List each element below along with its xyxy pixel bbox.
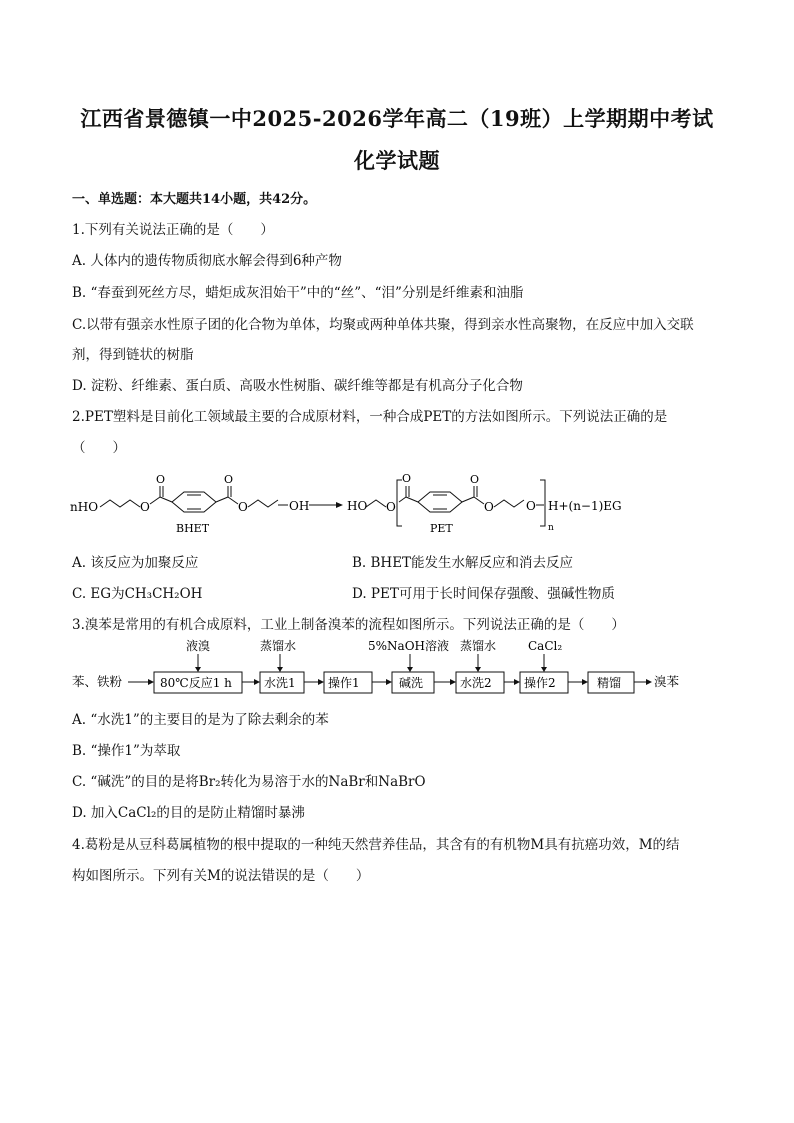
arrow-head — [541, 667, 547, 672]
q2-option-b: B. BHET能发生水解反应和消去反应 — [352, 555, 574, 571]
flow-start: 苯、铁粉 — [72, 674, 123, 689]
arrow-head — [318, 679, 324, 685]
bromobenzene-flow-diagram — [68, 636, 708, 698]
q1-option-d: D. 淀粉、纤维素、蛋白质、高吸水性树脂、碳纤维等都是有机高分子化合物 — [72, 378, 523, 394]
section-heading: 一、单选题：本大题共14小题，共42分。 — [72, 192, 317, 207]
flow-box-operation1-label: 操作1 — [328, 676, 360, 690]
q3-stem: 3.溴苯是常用的有机合成原料，工业上制备溴苯的流程如图所示。下列说法正确的是（ ） — [72, 617, 625, 633]
bond — [216, 497, 228, 502]
exam-title: 江西省景德镇一中2025-2026学年高二（19班）上学期期中考试 — [80, 106, 714, 131]
ester-o-label: O — [238, 500, 248, 514]
arrow-head — [450, 679, 456, 685]
bond — [150, 497, 160, 504]
arrow-head — [514, 679, 520, 685]
pet-label: PET — [430, 522, 453, 535]
q2-option-c: C. EG为CH₃CH₂OH — [72, 586, 203, 602]
arrow-head — [254, 679, 260, 685]
flow-box-alkali-wash-label: 碱洗 — [399, 676, 424, 690]
bond-chain — [366, 500, 386, 507]
arrow-head — [277, 667, 283, 672]
q3-option-c: C. “碱洗”的目的是将Br₂转化为易溶于水的NaBr和NaBrO — [72, 774, 426, 790]
arrow-head — [195, 667, 201, 672]
arrow-head — [407, 667, 413, 672]
byproduct-label: H+(n−1)EG — [548, 499, 622, 513]
bond — [406, 497, 418, 502]
q2-stem-line1: 2.PET塑料是目前化工领域最主要的合成原材料，一种合成PET的方法如图所示。下列说法正确的是 — [72, 409, 668, 425]
ester-o-label: O — [526, 499, 536, 513]
q3-option-d: D. 加入CaCl₂的目的是防止精馏时暴沸 — [72, 805, 305, 821]
q1-option-a: A. 人体内的遗传物质彻底水解会得到6种产物 — [72, 253, 342, 269]
reagent-liquid-bromine: 液溴 — [186, 639, 211, 653]
reagent-distilled-water-2: 蒸馏水 — [460, 639, 497, 653]
flow-box-wash1-label: 水洗1 — [264, 676, 296, 690]
bond — [462, 497, 474, 502]
q3-option-b: B. “操作1”为萃取 — [72, 743, 181, 759]
q2-option-d: D. PET可用于长时间保存强酸、强碱性物质 — [352, 586, 615, 602]
bond-chain — [248, 500, 278, 507]
carbonyl-o-label: O — [470, 473, 480, 486]
pet-synthesis-scheme — [66, 464, 666, 544]
ester-o-label: O — [484, 500, 494, 514]
flow-box-operation2-label: 操作2 — [524, 676, 556, 690]
oh-label: OH — [289, 499, 310, 513]
q1-option-c-line1: C.以带有强亲水性原子团的化合物为单体，均聚或两种单体共聚，得到亲水性高聚物，在反应中加入交联 — [72, 317, 694, 333]
arrow-head — [582, 679, 588, 685]
carbonyl-o-label: O — [402, 472, 412, 485]
flow-end: 溴苯 — [654, 674, 680, 689]
q1-option-c-line2: 剂，得到链状的树脂 — [72, 347, 194, 363]
arrow-head — [475, 667, 481, 672]
q4-stem-line1: 4.葛粉是从豆科葛属植物的根中提取的一种纯天然营养佳品，其含有的有机物M具有抗癌功效，M的结 — [72, 837, 680, 853]
reagent-naoh: 5%NaOH溶液 — [368, 639, 449, 653]
flow-box-reaction-label: 80℃反应1 h — [160, 676, 232, 690]
bond — [228, 497, 238, 504]
right-bracket — [540, 480, 545, 526]
q2-option-a: A. 该反应为加聚反应 — [72, 555, 199, 571]
bond — [474, 497, 484, 504]
exam-subtitle: 化学试题 — [354, 148, 440, 173]
q1-option-b: B. “春蚕到死丝方尽，蜡炬成灰泪始干”中的“丝”、“泪”分别是纤维素和油脂 — [72, 285, 524, 301]
ester-o-label: O — [386, 500, 396, 514]
bond — [399, 497, 406, 502]
flow-box-wash2-label: 水洗2 — [460, 676, 492, 690]
scheme-nho-label: nHO — [70, 500, 99, 514]
ester-o-label: O — [140, 500, 150, 514]
bond-chain — [494, 500, 524, 507]
reagent-distilled-water-1: 蒸馏水 — [260, 639, 297, 653]
reagent-cacl2: CaCl₂ — [528, 639, 563, 653]
q3-option-a: A. “水洗1”的主要目的是为了除去剩余的苯 — [72, 712, 329, 728]
bond-chain — [100, 500, 140, 507]
ho-label: HO — [347, 499, 368, 513]
repeat-n-label: n — [548, 523, 554, 533]
q1-stem: 1.下列有关说法正确的是（ ） — [72, 222, 274, 238]
q4-stem-line2: 构如图所示。下列有关M的说法错误的是（ ） — [72, 868, 370, 884]
flow-box-rectification-label: 精馏 — [597, 676, 622, 690]
q2-stem-line2: （ ） — [72, 440, 126, 456]
carbonyl-o-label: O — [224, 473, 234, 486]
arrow-head — [336, 502, 343, 508]
bond — [160, 497, 172, 502]
carbonyl-o-label: O — [156, 473, 166, 486]
bhet-label: BHET — [176, 522, 210, 535]
arrow-head — [386, 679, 392, 685]
left-bracket — [397, 480, 402, 526]
arrow-head — [148, 679, 154, 685]
arrow-head — [646, 679, 652, 685]
